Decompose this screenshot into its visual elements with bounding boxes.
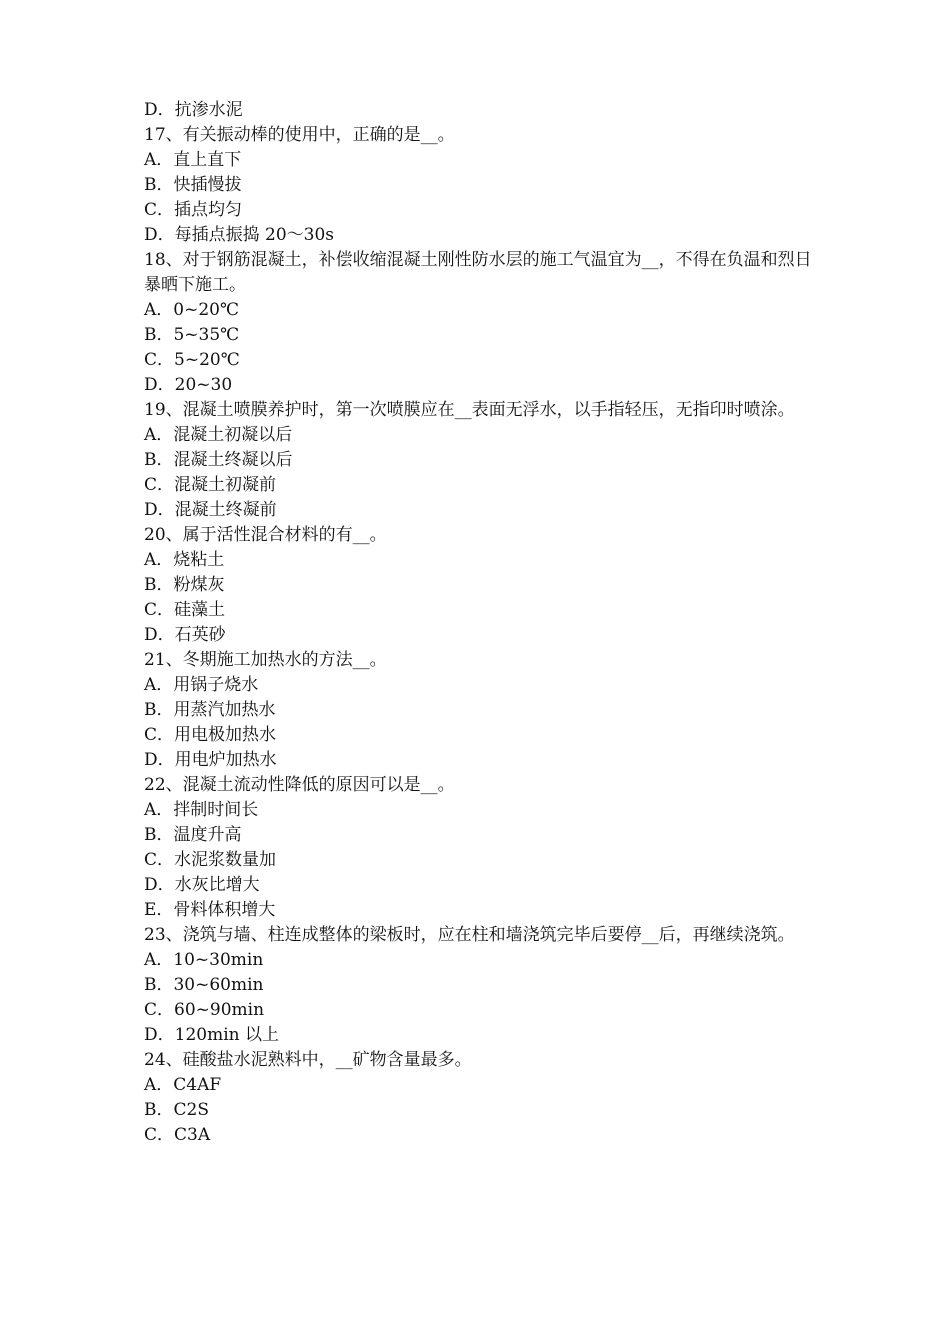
answer-option: C．5~20℃ (144, 350, 240, 370)
answer-option: C．硅藻土 (144, 600, 226, 620)
answer-option: A．用锅子烧水 (144, 675, 259, 695)
answer-option: A．10~30min (144, 950, 264, 970)
answer-option: B．快插慢拔 (144, 175, 242, 195)
answer-option: D．20~30 (144, 375, 233, 395)
answer-option: C．60~90min (144, 1000, 265, 1020)
answer-option: D．抗渗水泥 (144, 100, 243, 120)
question-text: 21、冬期施工加热水的方法__。 (144, 650, 387, 670)
answer-option: D．用电炉加热水 (144, 750, 277, 770)
answer-option: A．烧粘土 (144, 550, 225, 570)
question-text: 19、混凝土喷膜养护时，第一次喷膜应在__表面无浮水，以手指轻压，无指印时喷涂。 (144, 400, 795, 420)
answer-option: C．混凝土初凝前 (144, 475, 277, 495)
answer-option: B．5~35℃ (144, 325, 240, 345)
answer-option: A．混凝土初凝以后 (144, 425, 293, 445)
answer-option: D．石英砂 (144, 625, 226, 645)
answer-option: B．30~60min (144, 975, 264, 995)
question-text: 18、对于钢筋混凝土，补偿收缩混凝土刚性防水层的施工气温宜为__，不得在负温和烈日暴晒下施工。 (144, 250, 812, 295)
answer-option: A．拌制时间长 (144, 800, 259, 820)
document-page (144, 98, 814, 1148)
question-text: 17、有关振动棒的使用中，正确的是__。 (144, 125, 455, 145)
answer-option: D．水灰比增大 (144, 875, 260, 895)
answer-option: D．混凝土终凝前 (144, 500, 277, 520)
answer-option: D．120min 以上 (144, 1025, 279, 1045)
question-text: 22、混凝土流动性降低的原因可以是__。 (144, 775, 455, 795)
answer-option: A．C4AF (144, 1075, 222, 1095)
answer-option: A．0~20℃ (144, 300, 239, 320)
answer-option: C．用电极加热水 (144, 725, 277, 745)
answer-option: C．插点均匀 (144, 200, 243, 220)
answer-option: B．温度升高 (144, 825, 242, 845)
answer-option: B．用蒸汽加热水 (144, 700, 276, 720)
answer-option: C．水泥浆数量加 (144, 850, 277, 870)
answer-option: E．骨料体积增大 (144, 900, 276, 920)
answer-option: D．每插点振捣 20～30s (144, 225, 335, 245)
answer-option: C．C3A (144, 1125, 211, 1145)
question-text: 20、属于活性混合材料的有__。 (144, 525, 387, 545)
answer-option: B．C2S (144, 1100, 209, 1120)
question-text: 24、硅酸盐水泥熟料中，__矿物含量最多。 (144, 1050, 472, 1070)
answer-option: B．粉煤灰 (144, 575, 225, 595)
question-text: 23、浇筑与墙、柱连成整体的梁板时，应在柱和墙浇筑完毕后要停__后，再继续浇筑。 (144, 925, 795, 945)
answer-option: B．混凝土终凝以后 (144, 450, 293, 470)
answer-option: A．直上直下 (144, 150, 242, 170)
